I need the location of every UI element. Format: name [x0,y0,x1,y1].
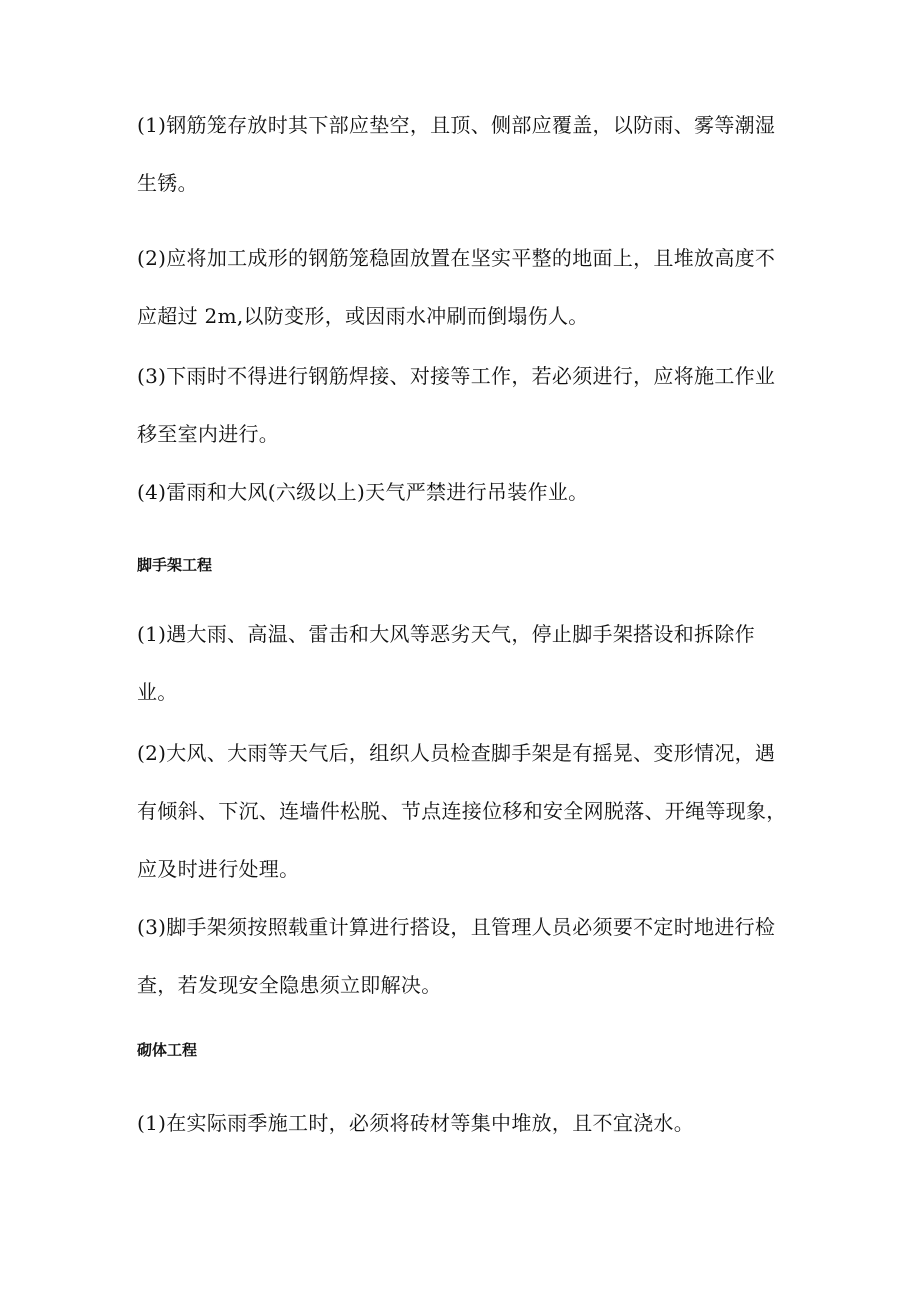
section-heading-scaffold: 脚手架工程 [137,556,213,574]
paragraph-rebar-4: (4)雷雨和大风(六级以上)天气严禁进行吊装作业。 [137,480,589,504]
paragraph-rebar-3: (3)下雨时不得进行钢筋焊接、对接等工作，若必须进行，应将施工作业移至室内进行。 [137,364,776,446]
paragraph-scaffold-1: (1)遇大雨、高温、雷击和大风等恶劣天气，停止脚手架搭设和拆除作业。 [137,622,755,704]
paragraph-scaffold-3: (3)脚手架须按照载重计算进行搭设，且管理人员必须要不定时地进行检查，若发现安全隐患须立即解决。 [137,915,776,997]
section-heading-masonry: 砌体工程 [137,1041,198,1059]
paragraph-rebar-2: (2)应将加工成形的钢筋笼稳固放置在坚实平整的地面上，且堆放高度不应超过 2m,以防变形，或因雨水冲刷而倒塌伤人。 [137,246,776,328]
paragraph-masonry-1: (1)在实际雨季施工时，必须将砖材等集中堆放，且不宜浇水。 [137,1111,695,1135]
paragraph-rebar-1: (1)钢筋笼存放时其下部应垫空，且顶、侧部应覆盖，以防雨、雾等潮湿生锈。 [137,113,776,195]
paragraph-scaffold-2: (2)大风、大雨等天气后，组织人员检查脚手架是有摇晃、变形情况，遇有倾斜、下沉、连墙件松脱、节点连接位移和安全网脱落、开绳等现象，应及时进行处理。 [137,741,787,881]
